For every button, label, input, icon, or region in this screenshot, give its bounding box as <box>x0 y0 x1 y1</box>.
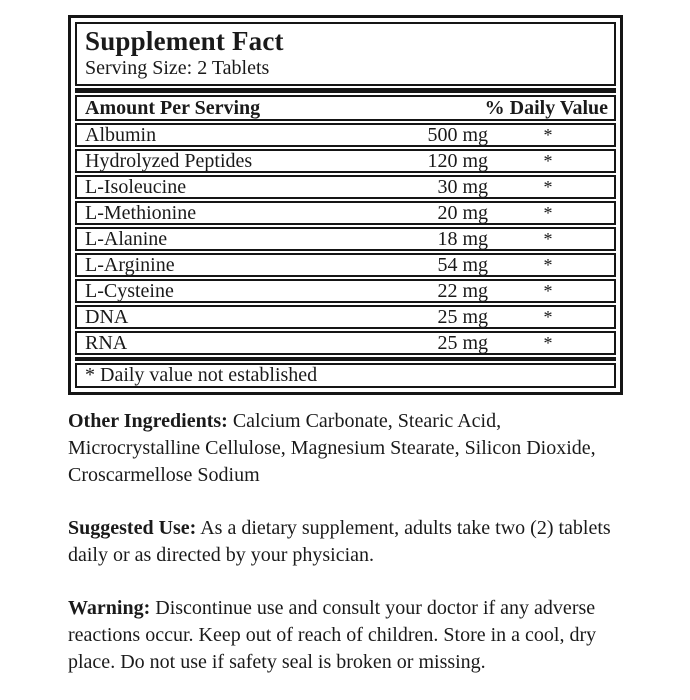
daily-value-header: % Daily Value <box>484 96 608 119</box>
ingredient-row <box>75 227 616 251</box>
ingredient-row <box>75 175 616 199</box>
footnote-box <box>75 363 616 388</box>
ingredient-row <box>75 279 616 303</box>
other-ingredients-label: Other Ingredients: <box>68 410 228 432</box>
ingredient-row <box>75 331 616 355</box>
ingredient-daily-value: * <box>543 150 553 171</box>
ingredient-amount: 25 mg <box>437 305 488 328</box>
thick-divider-bottom <box>75 357 616 361</box>
ingredient-amount: 500 mg <box>427 123 488 146</box>
warning-paragraph <box>68 595 625 676</box>
suggested-use-label: Suggested Use: <box>68 517 197 539</box>
ingredient-row <box>75 123 616 147</box>
supplement-facts-panel <box>68 15 623 395</box>
ingredient-daily-value: * <box>543 124 553 145</box>
ingredient-name: L-Isoleucine <box>85 175 187 198</box>
warning-label: Warning: <box>68 597 151 619</box>
panel-title-box <box>75 22 616 86</box>
ingredient-amount: 25 mg <box>437 331 488 354</box>
ingredient-daily-value: * <box>543 202 553 223</box>
info-sections <box>68 408 625 700</box>
panel-title: Supplement Fact <box>85 26 284 56</box>
ingredient-row <box>75 201 616 225</box>
other-ingredients-text: Calcium Carbonate, Stearic Acid, Microcrystalline Cellulose, Magnesium Stearate, Silicon Dioxide, Croscarmellose Sodium <box>68 410 596 486</box>
warning-text: Discontinue use and consult your doctor if any adverse reactions occur. Keep out of reach of children. Store in a cool, dry place. Do not use if safety seal is broken or missing. <box>68 597 597 673</box>
ingredient-row <box>75 305 616 329</box>
ingredient-row <box>75 149 616 173</box>
ingredient-name: L-Methionine <box>85 201 197 224</box>
ingredient-name: L-Cysteine <box>85 279 174 302</box>
ingredient-name: L-Alanine <box>85 227 168 250</box>
ingredient-amount: 30 mg <box>437 175 488 198</box>
table-header-row <box>75 95 616 121</box>
ingredient-amount: 22 mg <box>437 279 488 302</box>
suggested-use-paragraph <box>68 515 625 569</box>
serving-size: Serving Size: 2 Tablets <box>85 57 270 79</box>
ingredient-daily-value: * <box>543 280 553 301</box>
ingredient-name: L-Arginine <box>85 253 175 276</box>
ingredient-amount: 20 mg <box>437 201 488 224</box>
ingredient-rows <box>75 123 616 355</box>
suggested-use-text: As a dietary supplement, adults take two (2) tablets daily or as directed by your physician. <box>68 517 611 566</box>
ingredient-daily-value: * <box>543 332 553 353</box>
ingredient-name: DNA <box>85 305 129 328</box>
ingredient-row <box>75 253 616 277</box>
other-ingredients-paragraph <box>68 408 625 489</box>
thick-divider-top <box>75 88 616 93</box>
ingredient-daily-value: * <box>543 254 553 275</box>
amount-per-serving-header: Amount Per Serving <box>85 96 261 119</box>
ingredient-amount: 120 mg <box>427 149 488 172</box>
ingredient-name: RNA <box>85 331 128 354</box>
ingredient-daily-value: * <box>543 176 553 197</box>
ingredient-daily-value: * <box>543 306 553 327</box>
ingredient-name: Albumin <box>85 123 157 146</box>
ingredient-amount: 18 mg <box>437 227 488 250</box>
ingredient-name: Hydrolyzed Peptides <box>85 149 253 172</box>
footnote-text: * Daily value not established <box>85 364 318 386</box>
ingredient-amount: 54 mg <box>437 253 488 276</box>
ingredient-daily-value: * <box>543 228 553 249</box>
